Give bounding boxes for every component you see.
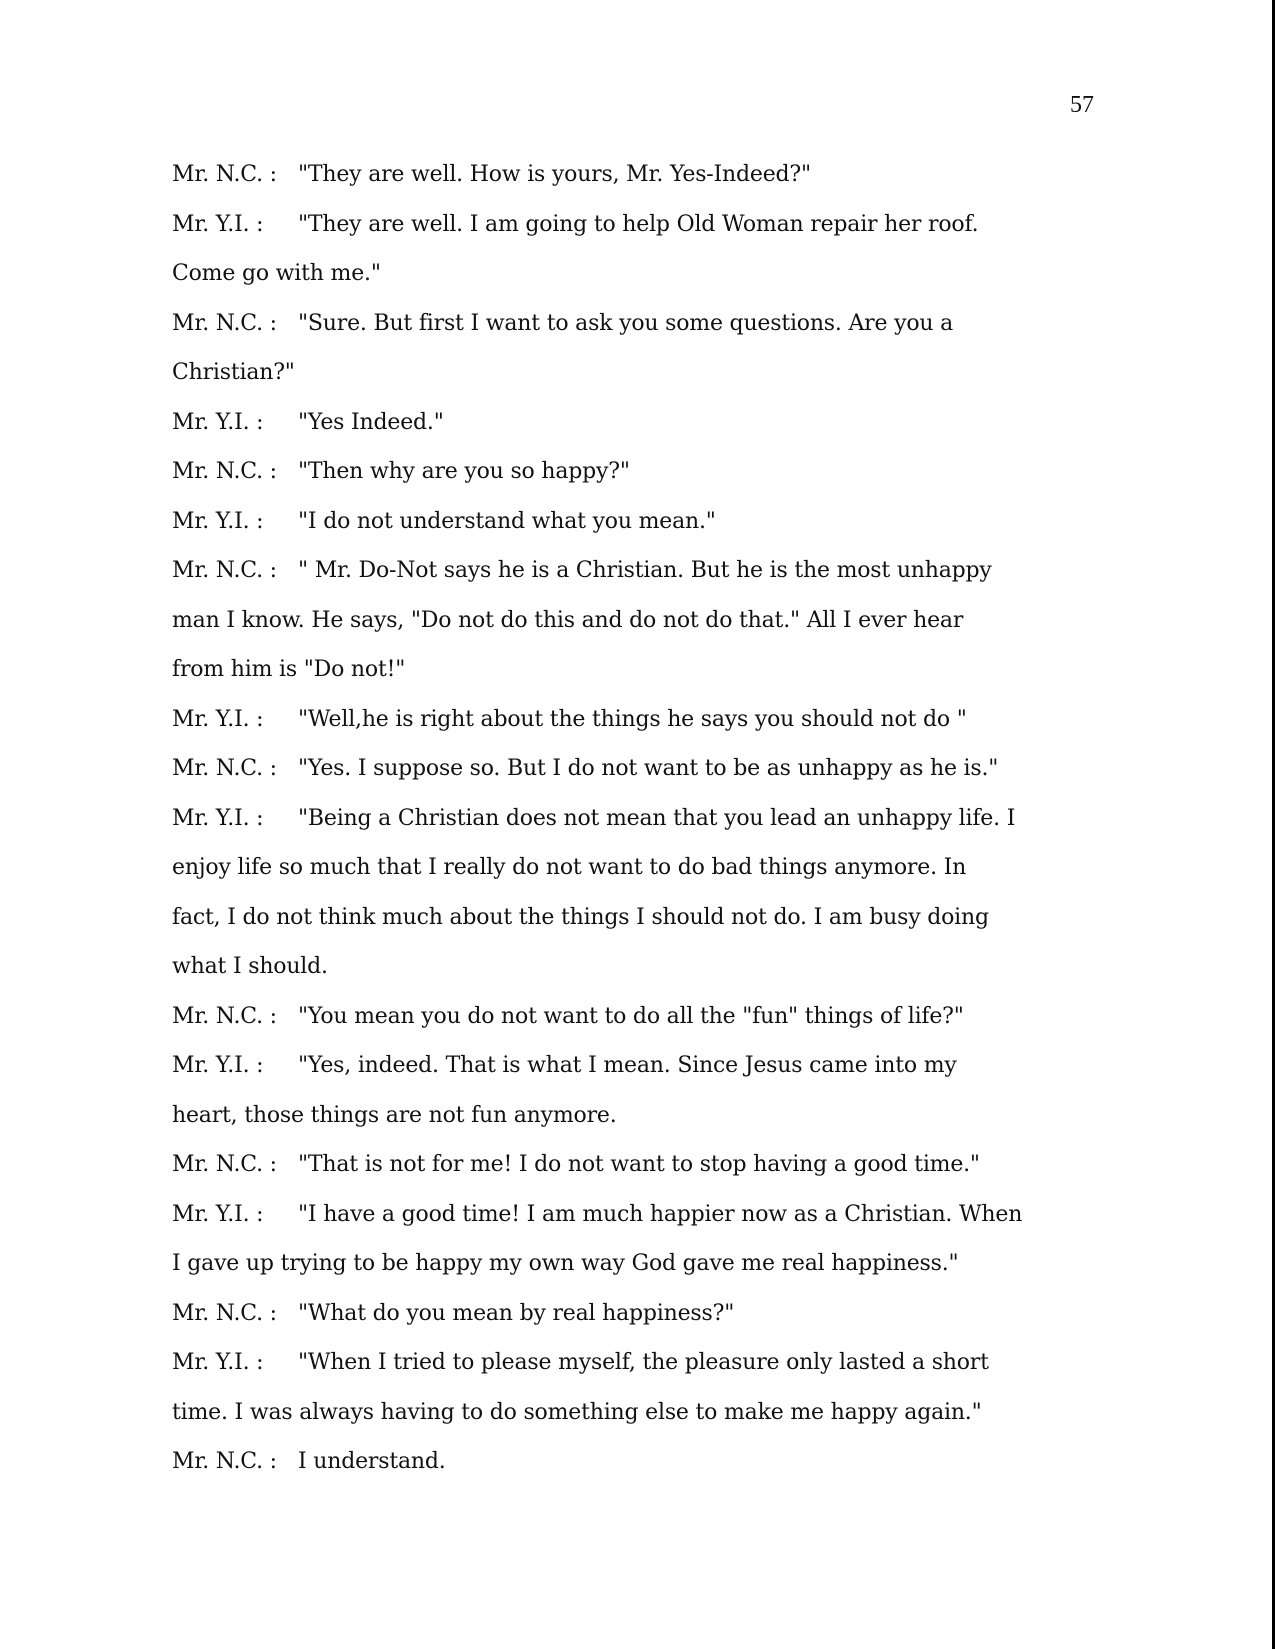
line-text: "When I tried to please myself, the pleasure only lasted a short xyxy=(298,1350,989,1375)
dialogue-text xyxy=(172,150,1092,1487)
line-text: "I do not understand what you mean." xyxy=(298,508,716,534)
speaker-label: Mr. Y.I. : xyxy=(172,1350,264,1375)
dialogue-line xyxy=(172,348,1092,398)
dialogue-line xyxy=(172,942,1092,992)
dialogue-line xyxy=(172,744,1092,794)
dialogue-line xyxy=(172,1289,1092,1339)
dialogue-line xyxy=(172,1041,1092,1091)
line-text: "Being a Christian does not mean that you lead an unhappy life. I xyxy=(298,805,1016,831)
dialogue-line xyxy=(172,893,1092,943)
dialogue-line xyxy=(172,992,1092,1042)
dialogue-line xyxy=(172,645,1092,695)
speaker-label: Mr. Y.I. : xyxy=(172,1053,264,1078)
dialogue-line xyxy=(172,249,1092,299)
dialogue-line xyxy=(172,398,1092,448)
line-text: Come go with me." xyxy=(172,261,381,286)
dialogue-line xyxy=(172,1437,1092,1487)
dialogue-line xyxy=(172,497,1092,547)
line-text: "Well,he is right about the things he says you should not do " xyxy=(298,706,967,732)
dialogue-line xyxy=(172,150,1092,200)
speaker-label: Mr. Y.I. : xyxy=(172,706,264,732)
speaker-label: Mr. Y.I. : xyxy=(172,211,264,237)
speaker-label: Mr. Y.I. : xyxy=(172,409,264,435)
line-text: " Mr. Do-Not says he is a Christian. But he is the most unhappy xyxy=(298,558,992,583)
speaker-label: Mr. N.C. : xyxy=(172,558,277,583)
line-text: "Sure. But first I want to ask you some questions. Are you a xyxy=(298,310,954,336)
dialogue-line xyxy=(172,200,1092,250)
line-text: Christian?" xyxy=(172,360,295,385)
dialogue-line xyxy=(172,596,1092,646)
line-text: "Yes, indeed. That is what I mean. Since Jesus came into my xyxy=(298,1053,957,1078)
dialogue-line xyxy=(172,1388,1092,1438)
dialogue-line xyxy=(172,1091,1092,1141)
line-text: what I should. xyxy=(172,954,328,979)
speaker-label: Mr. N.C. : xyxy=(172,1003,277,1029)
line-text: "They are well. I am going to help Old Woman repair her roof. xyxy=(298,211,979,237)
dialogue-line xyxy=(172,695,1092,745)
line-text: "You mean you do not want to do all the "fun" things of life?" xyxy=(298,1003,964,1029)
dialogue-line xyxy=(172,1140,1092,1190)
speaker-label: Mr. Y.I. : xyxy=(172,805,264,831)
dialogue-line xyxy=(172,447,1092,497)
speaker-label: Mr. N.C. : xyxy=(172,459,277,484)
line-text: "They are well. How is yours, Mr. Yes-Indeed?" xyxy=(298,162,811,187)
line-text: heart, those things are not fun anymore. xyxy=(172,1102,617,1128)
line-text: I gave up trying to be happy my own way God gave me real happiness." xyxy=(172,1251,959,1276)
speaker-label: Mr. N.C. : xyxy=(172,310,277,336)
line-text: "That is not for me! I do not want to stop having a good time." xyxy=(298,1152,980,1177)
line-text: "Yes Indeed." xyxy=(298,409,444,435)
dialogue-line xyxy=(172,546,1092,596)
speaker-label: Mr. N.C. : xyxy=(172,756,277,781)
line-text: I understand. xyxy=(298,1449,446,1474)
dialogue-line xyxy=(172,843,1092,893)
line-text: man I know. He says, "Do not do this and do not do that." All I ever hear xyxy=(172,607,964,633)
speaker-label: Mr. N.C. : xyxy=(172,1449,277,1474)
dialogue-line xyxy=(172,794,1092,844)
dialogue-line xyxy=(172,299,1092,349)
page-number: 57 xyxy=(1070,92,1094,118)
speaker-label: Mr. Y.I. : xyxy=(172,1201,264,1227)
dialogue-line xyxy=(172,1239,1092,1289)
speaker-label: Mr. Y.I. : xyxy=(172,508,264,534)
dialogue-line xyxy=(172,1338,1092,1388)
speaker-label: Mr. N.C. : xyxy=(172,1300,277,1326)
line-text: "Then why are you so happy?" xyxy=(298,459,630,484)
speaker-label: Mr. N.C. : xyxy=(172,1152,277,1177)
line-text: "I have a good time! I am much happier now as a Christian. When xyxy=(298,1201,1023,1227)
line-text: fact, I do not think much about the things I should not do. I am busy doing xyxy=(172,904,989,930)
line-text: "What do you mean by real happiness?" xyxy=(298,1300,735,1326)
dialogue-line xyxy=(172,1190,1092,1240)
speaker-label: Mr. N.C. : xyxy=(172,162,277,187)
line-text: enjoy life so much that I really do not want to do bad things anymore. In xyxy=(172,855,967,880)
line-text: time. I was always having to do something else to make me happy again." xyxy=(172,1399,982,1425)
line-text: "Yes. I suppose so. But I do not want to be as unhappy as he is." xyxy=(298,756,999,781)
line-text: from him is "Do not!" xyxy=(172,657,406,682)
